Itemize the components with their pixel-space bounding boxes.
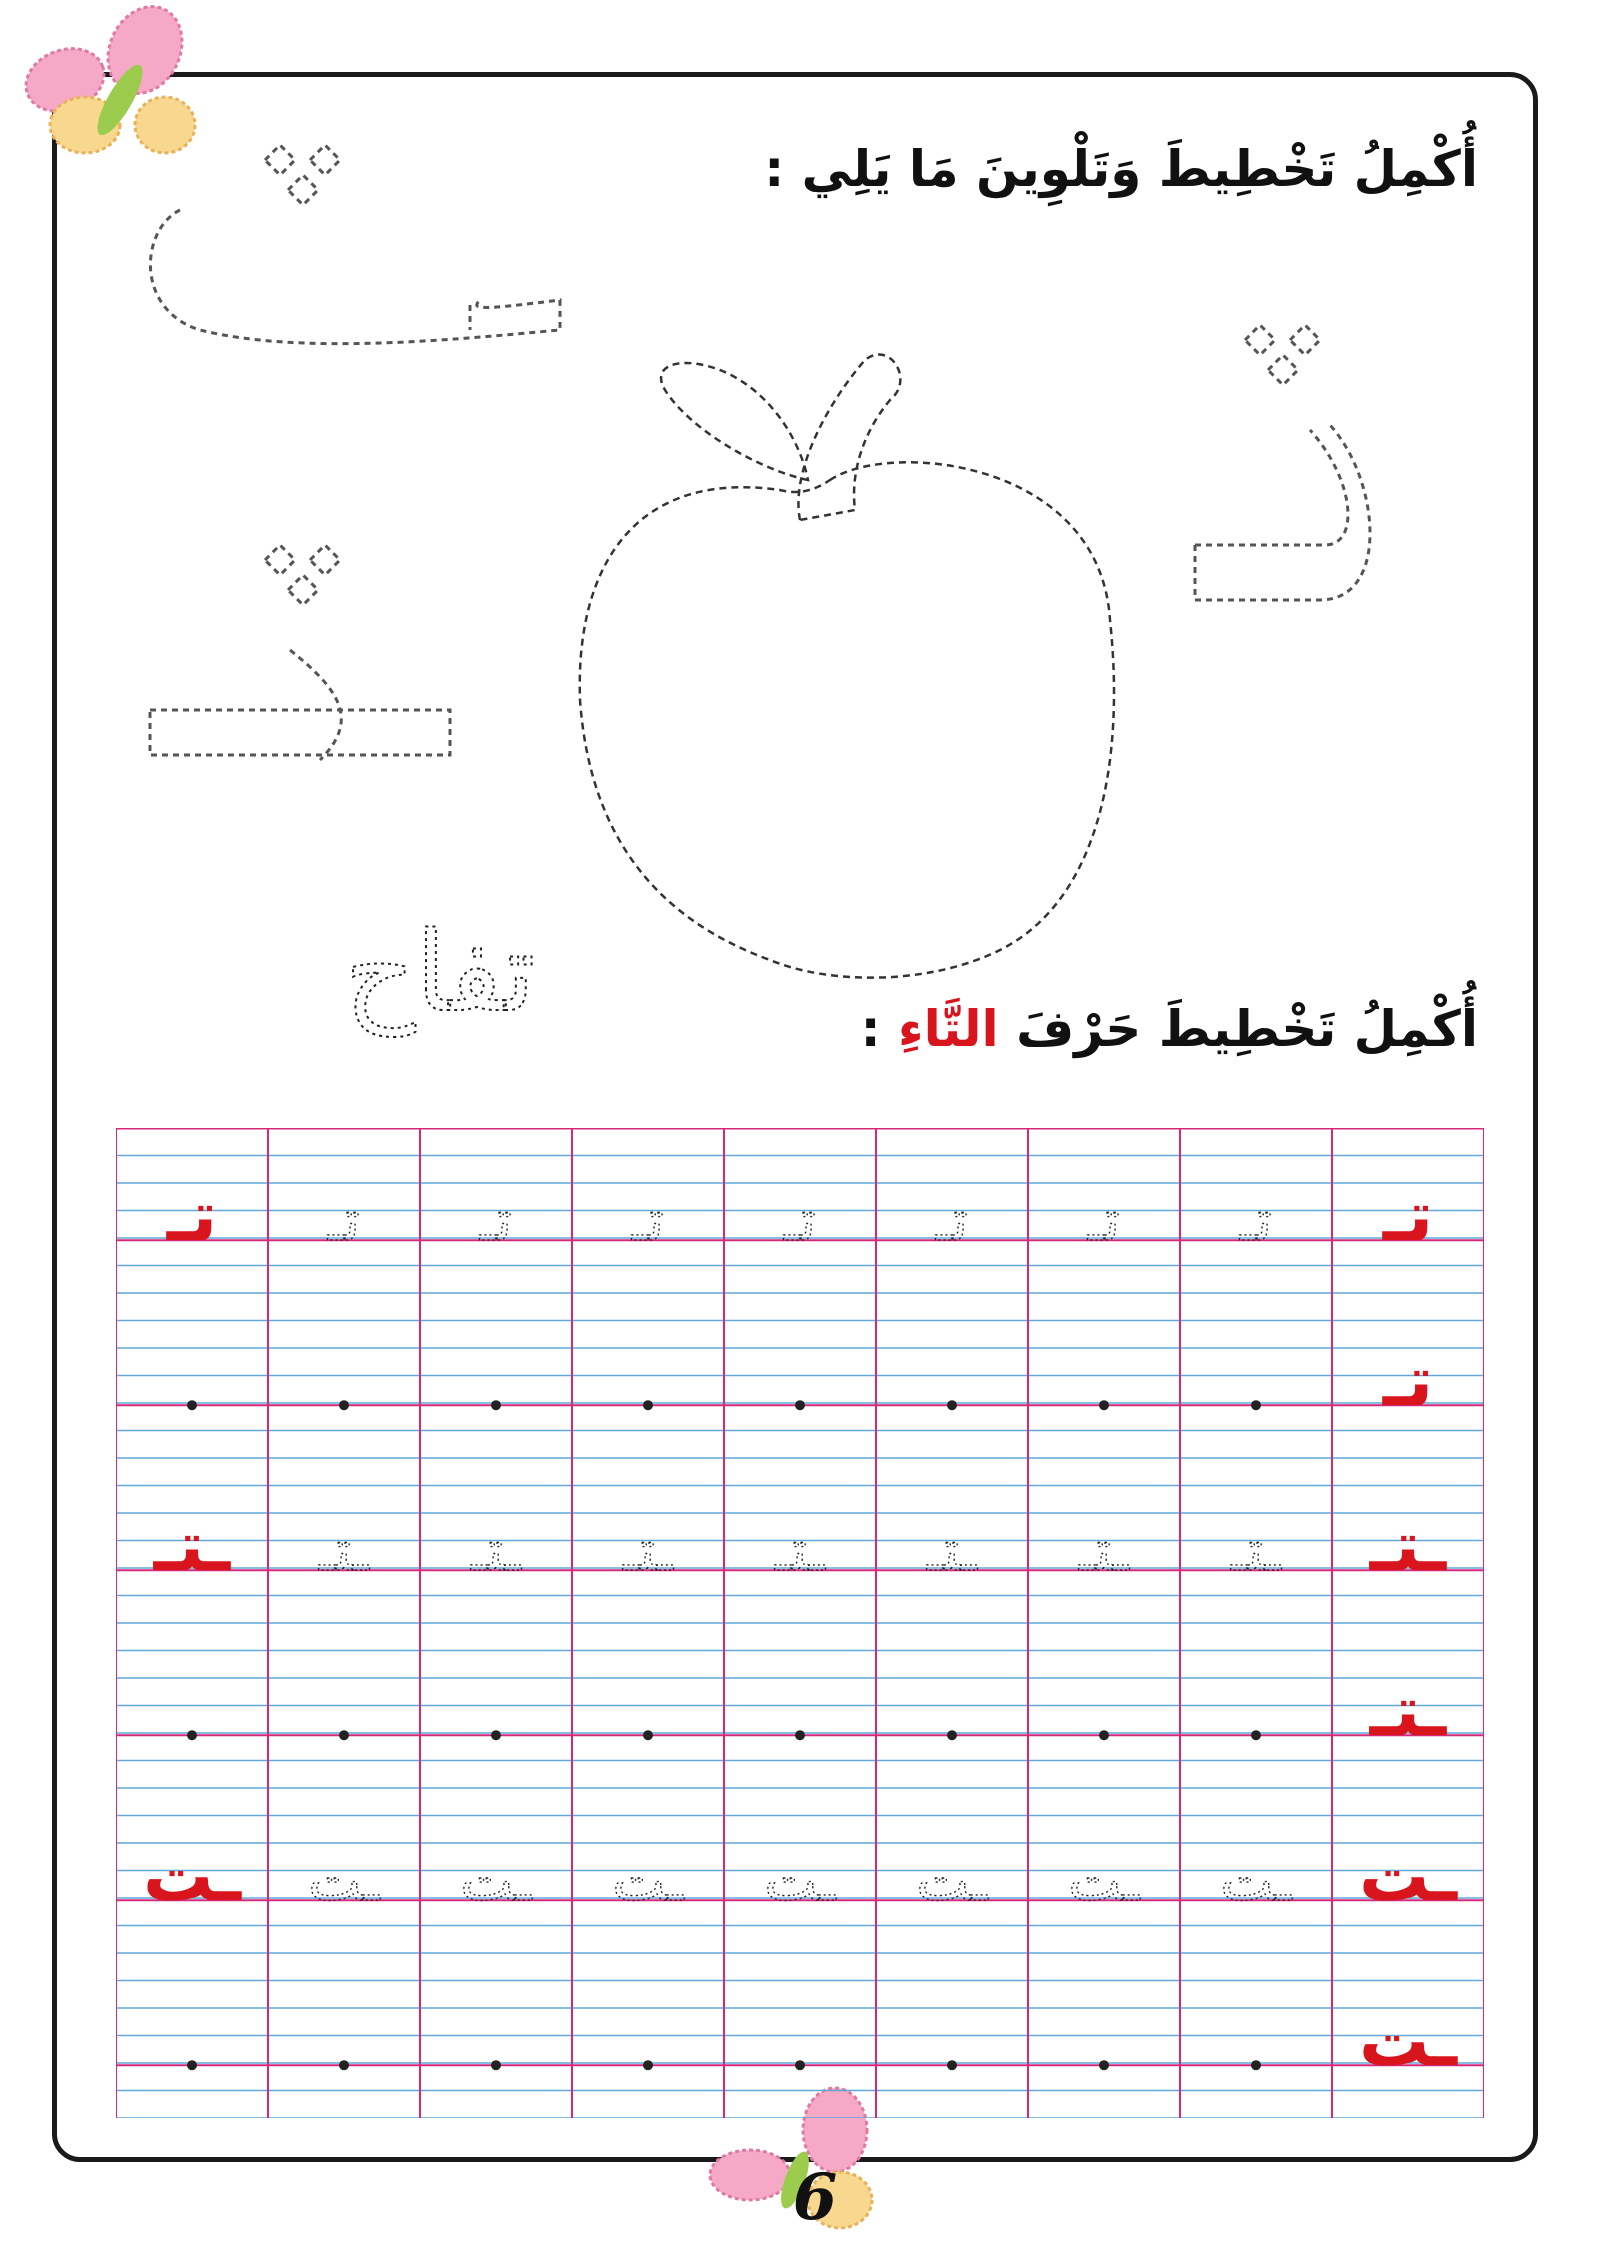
start-dot[interactable]	[643, 1400, 653, 1410]
dotted-letter-ta-right	[1195, 325, 1370, 600]
start-dot[interactable]	[947, 2060, 957, 2070]
model-letter-left: تـ	[166, 1175, 218, 1258]
start-dot[interactable]	[947, 1730, 957, 1740]
trace-letter[interactable]: ـتـ	[1079, 1519, 1129, 1585]
trace-letter[interactable]: ـت	[612, 1849, 684, 1915]
start-dot[interactable]	[187, 2060, 197, 2070]
trace-letter[interactable]: تـ	[632, 1189, 664, 1255]
start-dot[interactable]	[1099, 1730, 1109, 1740]
start-dot[interactable]	[339, 2060, 349, 2070]
start-dot[interactable]	[1099, 1400, 1109, 1410]
trace-letter[interactable]: ـت	[1068, 1849, 1140, 1915]
trace-letter[interactable]: تـ	[480, 1189, 512, 1255]
instruction-suffix: :	[860, 1000, 881, 1058]
apple-outline	[580, 355, 1114, 978]
start-dot[interactable]	[187, 1730, 197, 1740]
start-dot[interactable]	[947, 1400, 957, 1410]
trace-letter[interactable]: تـ	[784, 1189, 816, 1255]
trace-letter[interactable]: تـ	[1088, 1189, 1120, 1255]
start-dot[interactable]	[643, 2060, 653, 2070]
trace-letter[interactable]: ـتـ	[623, 1519, 673, 1585]
trace-letter[interactable]: ـتـ	[471, 1519, 521, 1585]
trace-letter[interactable]: ـت	[1220, 1849, 1292, 1915]
start-dot[interactable]	[491, 2060, 501, 2070]
start-dot[interactable]	[491, 1400, 501, 1410]
model-letter: ـتـ	[1369, 1505, 1447, 1588]
practice-grid	[116, 1128, 1484, 2118]
model-letter-left: ـتـ	[153, 1505, 231, 1588]
start-dot[interactable]	[795, 2060, 805, 2070]
start-dot[interactable]	[1251, 2060, 1261, 2070]
dotted-letter-ta-left	[150, 545, 450, 760]
model-letter: ـتـ	[1369, 1670, 1447, 1753]
start-dot[interactable]	[795, 1730, 805, 1740]
start-dot[interactable]	[643, 1730, 653, 1740]
start-dot[interactable]	[491, 1730, 501, 1740]
model-letter: تـ	[1382, 1175, 1434, 1258]
trace-letter[interactable]: ـت	[764, 1849, 836, 1915]
trace-letter[interactable]: ـت	[460, 1849, 532, 1915]
trace-letter[interactable]: ـتـ	[927, 1519, 977, 1585]
trace-letter[interactable]: ـتـ	[775, 1519, 825, 1585]
model-letter-left: ـت	[142, 1835, 242, 1918]
trace-letter[interactable]: تـ	[936, 1189, 968, 1255]
butterfly-top-left	[17, 0, 196, 153]
trace-letter[interactable]: ـت	[308, 1849, 380, 1915]
start-dot[interactable]	[339, 1730, 349, 1740]
model-letter: ـت	[1358, 1835, 1458, 1918]
instruction-trace-letter	[861, 1000, 1478, 1058]
trace-letter[interactable]: ـتـ	[1231, 1519, 1281, 1585]
trace-letter[interactable]: تـ	[1240, 1189, 1272, 1255]
model-letter: ـت	[1358, 2000, 1458, 2083]
instruction-prefix: أُكْمِلُ تَخْطِيطَ حَرْفَ	[1016, 1000, 1478, 1058]
letter-name: التَّاءِ	[898, 1000, 999, 1058]
trace-letter[interactable]: ـت	[916, 1849, 988, 1915]
instruction-trace-color: أُكْمِلُ تَخْطِيطَ وَتَلْوِينَ مَا يَلِي :	[764, 140, 1478, 198]
start-dot[interactable]	[1251, 1400, 1261, 1410]
dotted-letter-ta-top-left	[150, 145, 560, 344]
start-dot[interactable]	[339, 1400, 349, 1410]
trace-letter[interactable]: تـ	[328, 1189, 360, 1255]
dotted-word-apple: تفاح	[344, 908, 536, 1036]
start-dot[interactable]	[1099, 2060, 1109, 2070]
start-dot[interactable]	[187, 1400, 197, 1410]
trace-letter[interactable]: ـتـ	[319, 1519, 369, 1585]
start-dot[interactable]	[1251, 1730, 1261, 1740]
start-dot[interactable]	[795, 1400, 805, 1410]
page-number: 6	[792, 2160, 838, 2235]
model-letter: تـ	[1382, 1340, 1434, 1423]
